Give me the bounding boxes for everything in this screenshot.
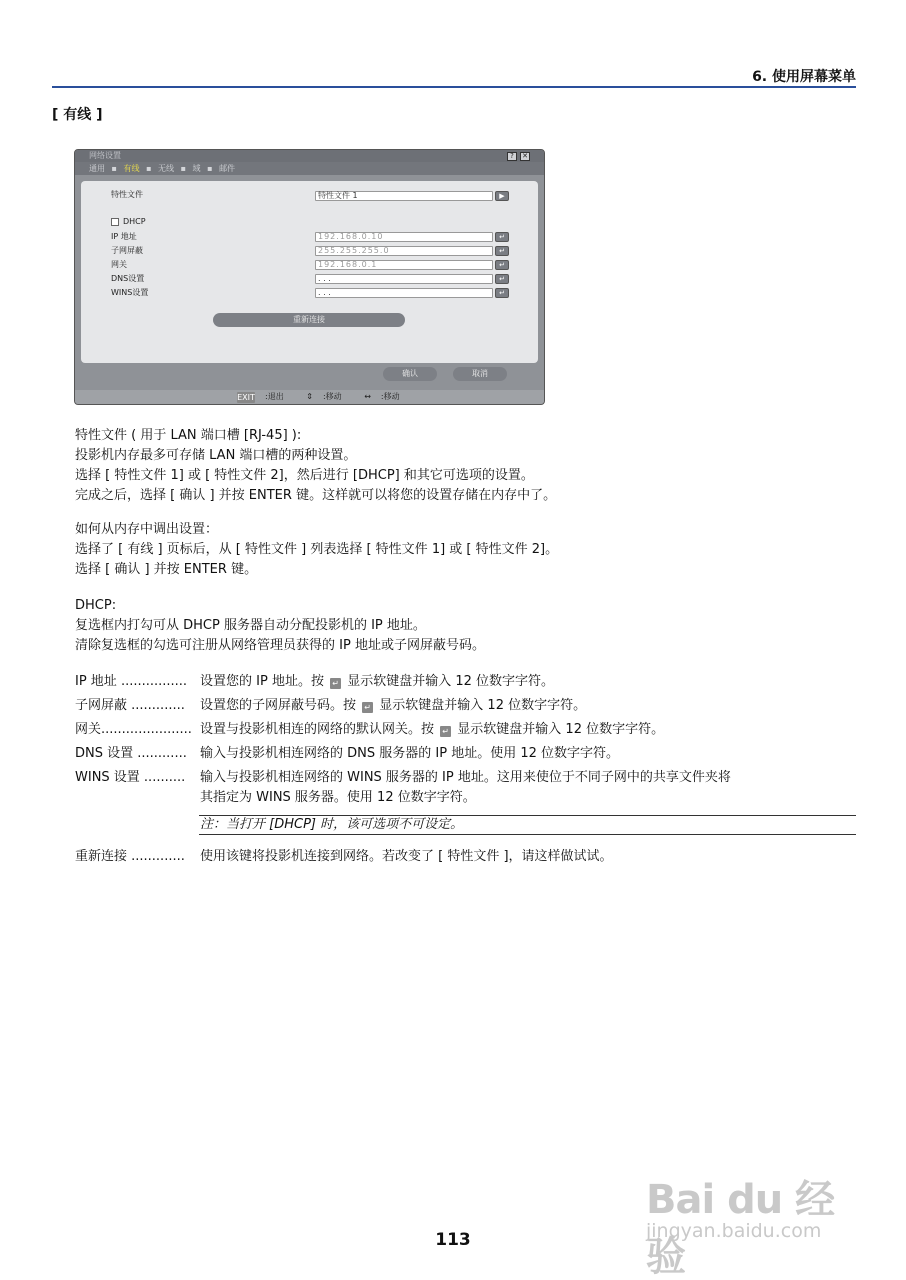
profile-line: 完成之后，选择 [ 确认 ] 并按 ENTER 键。这样就可以将您的设置存储在内存中了。: [75, 488, 557, 503]
recall-line: 选择 [ 确认 ] 并按 ENTER 键。: [75, 562, 258, 577]
menu-tabs: 通用 ▪ 有线 ▪ 无线 ▪ 域 ▪ 邮件: [75, 162, 544, 175]
ip-field[interactable]: 192.168.0.10: [315, 232, 493, 242]
cancel-button[interactable]: 取消: [453, 367, 507, 381]
dhcp-paragraph: [75, 596, 485, 656]
menu-panel: [81, 181, 538, 363]
profile-line: 选择 [ 特性文件 1] 或 [ 特性文件 2]，然后进行 [DHCP] 和其它可选项的设置。: [75, 468, 534, 483]
wins-field[interactable]: . . .: [315, 288, 493, 298]
def-desc: 输入与投影机相连网络的 DNS 服务器的 IP 地址。使用 12 位数字字符。: [200, 746, 619, 761]
note-rule-bottom: [199, 834, 856, 835]
gateway-label: 网关: [111, 260, 127, 269]
def-desc: 设置您的子网屏蔽号码。按 ↵ 显示软键盘并输入 12 位数字字符。: [200, 698, 587, 713]
reconnect-button[interactable]: 重新连接: [213, 313, 405, 327]
def-ip: [75, 672, 555, 692]
exit-key-icon: EXIT: [237, 393, 255, 402]
close-icon[interactable]: ✕: [520, 152, 530, 161]
def-term: DNS 设置 ............: [75, 746, 187, 761]
dhcp-line: 复选框内打勾可从 DHCP 服务器自动分配投影机的 IP 地址。: [75, 618, 426, 633]
dns-enter-icon[interactable]: ↵: [495, 274, 509, 284]
def-term: IP 地址 ................: [75, 674, 188, 689]
ip-enter-icon[interactable]: ↵: [495, 232, 509, 242]
enter-key-icon: ↵: [330, 678, 341, 689]
def-desc: 设置与投影机相连的网络的默认网关。按 ↵ 显示软键盘并输入 12 位数字字符。: [200, 722, 665, 737]
def-term: 重新连接 .............: [75, 849, 185, 864]
watermark-logo: Bai du 经验: [646, 1177, 835, 1280]
leftright-arrow-icon: ↔: [364, 392, 371, 401]
ip-label: IP 地址: [111, 232, 137, 241]
tab-mail[interactable]: 邮件: [219, 164, 236, 173]
tab-domain[interactable]: 域: [192, 164, 201, 173]
def-term: 子网屏蔽 .............: [75, 698, 185, 713]
def-subnet: [75, 696, 587, 716]
subnet-label: 子网屏蔽: [111, 246, 143, 255]
recall-paragraph: [75, 520, 558, 580]
footer-exit: 退出: [267, 392, 284, 401]
def-desc: 使用该键将投影机连接到网络。若改变了 [ 特性文件 ]，请这样做试试。: [200, 849, 613, 864]
wins-label: WINS设置: [111, 288, 149, 297]
def-dns: [75, 744, 619, 764]
gateway-enter-icon[interactable]: ↵: [495, 260, 509, 270]
def-reconnect: [75, 847, 613, 867]
dhcp-note: 注：当打开 [DHCP] 时，该可选项不可设定。: [200, 817, 464, 832]
def-term: 网关......................: [75, 722, 192, 737]
recall-line: 选择了 [ 有线 ] 页标后，从 [ 特性文件 ] 列表选择 [ 特性文件 1] 或 [ 特性文件 2]。: [75, 542, 559, 557]
tab-wired[interactable]: 有线: [123, 164, 140, 173]
profile-line: 特性文件 ( 用于 LAN 端口槽 [RJ-45] ):: [75, 428, 302, 443]
enter-key-icon: ↵: [362, 702, 373, 713]
profile-paragraph: [75, 426, 556, 506]
def-gateway: [75, 720, 665, 740]
menu-title: 网络设置: [89, 151, 121, 160]
ok-button[interactable]: 确认: [383, 367, 437, 381]
help-icon[interactable]: ?: [507, 152, 517, 161]
dns-field[interactable]: . . .: [315, 274, 493, 284]
gateway-field[interactable]: 192.168.0.1: [315, 260, 493, 270]
dns-label: DNS设置: [111, 274, 145, 283]
def-desc: 输入与投影机相连网络的 WINS 服务器的 IP 地址。这用来使位于不同子网中的共享文件夹将 其指定为 WINS 服务器。使用 12 位数字字符。: [200, 770, 731, 805]
def-desc: 设置您的 IP 地址。按 ↵ 显示软键盘并输入 12 位数字字符。: [200, 674, 555, 689]
tab-general[interactable]: 通用: [89, 164, 105, 173]
footer-move-horizontal: :移动: [380, 392, 400, 401]
chapter-title: 6. 使用屏幕菜单: [752, 69, 856, 85]
dhcp-checkbox[interactable]: [111, 218, 119, 226]
header-rule: [52, 86, 856, 88]
wins-enter-icon[interactable]: ↵: [495, 288, 509, 298]
dhcp-line: DHCP:: [75, 598, 117, 613]
subnet-field[interactable]: 255.255.255.0: [315, 246, 493, 256]
page-number: 113: [435, 1230, 471, 1250]
updown-arrow-icon: ⇕: [306, 392, 313, 401]
menu-footer: EXIT :退出 ⇕ :移动 ↔ :移动: [75, 390, 544, 404]
def-wins: [75, 768, 731, 805]
tab-wireless[interactable]: 无线: [158, 164, 175, 173]
profile-arrow-icon[interactable]: ▶: [495, 191, 509, 201]
profile-line: 投影机内存最多可存储 LAN 端口槽的两种设置。: [75, 448, 357, 463]
menu-title-bar: [75, 150, 544, 162]
dhcp-line: 清除复选框的勾选可注册从网络管理员获得的 IP 地址或子网屏蔽号码。: [75, 638, 485, 653]
def-term: WINS 设置 ..........: [75, 770, 186, 785]
section-heading: [ 有线 ]: [52, 107, 103, 123]
network-settings-screenshot: [74, 149, 545, 405]
dhcp-label: DHCP: [123, 217, 146, 226]
footer-move-vertical: :移动: [322, 392, 342, 401]
watermark-url: jingyan.baidu.com: [646, 1220, 822, 1242]
enter-key-icon: ↵: [440, 726, 451, 737]
profile-label: 特性文件: [111, 190, 143, 199]
profile-select[interactable]: 特性文件 1: [315, 191, 493, 201]
recall-line: 如何从内存中调出设置：: [75, 522, 219, 537]
subnet-enter-icon[interactable]: ↵: [495, 246, 509, 256]
